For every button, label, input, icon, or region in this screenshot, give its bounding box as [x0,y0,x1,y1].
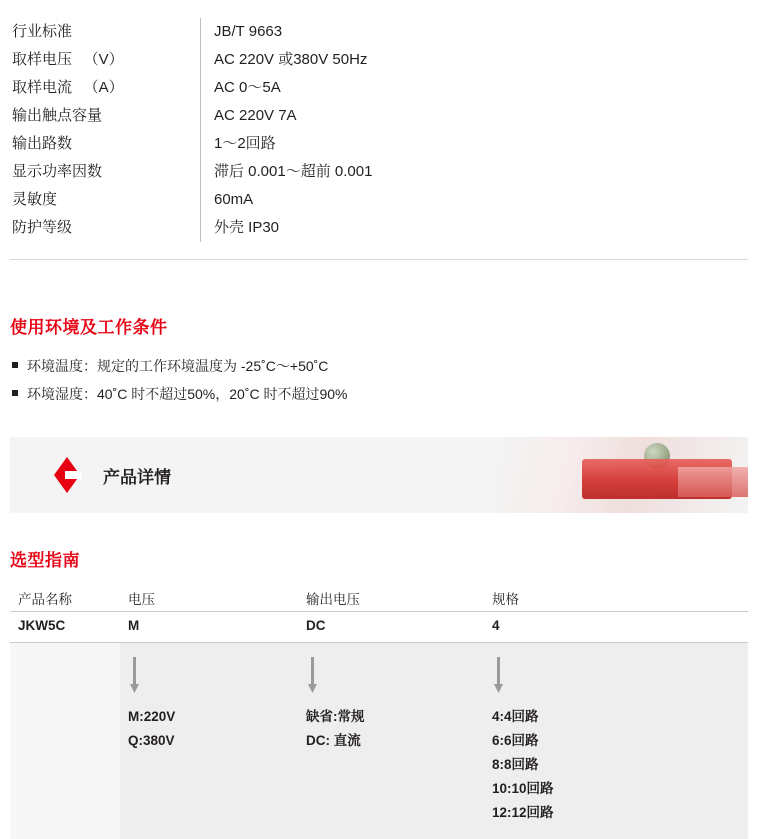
spec-label: 灵敏度 [12,191,58,208]
square-bullet-icon [12,390,18,396]
list-item-text: 环境湿度：40˚C 时不超过50%，20˚C 时不超过90% [27,386,348,402]
down-arrow-icon [308,657,317,693]
guide-options-list [298,643,484,767]
spec-value: AC 220V 7A [201,102,749,130]
spec-value: AC 220V 或380V 50Hz [201,46,749,74]
spec-value: 外壳 IP30 [201,214,749,242]
list-item [12,352,712,380]
table-row [10,214,748,242]
guide-options-column-product [10,643,120,839]
list-item: M:220V [128,709,176,724]
guide-header-row [10,583,748,612]
selection-guide-table [10,583,748,839]
specifications-table [10,18,748,242]
list-item: 缺省:常规 [306,709,365,724]
guide-header-cell: 输出电压 [306,592,360,607]
guide-header-cell: 产品名称 [18,592,72,607]
list-item: 6:6回路 [492,733,539,748]
banner-photo-accent [678,467,748,497]
down-arrow-icon [130,657,139,693]
list-item [12,380,712,408]
banner-title: 产品详情 [103,468,171,487]
spec-table [10,18,748,242]
table-row [10,46,748,74]
guide-options-column-voltage [120,643,298,839]
spec-label: 取样电流 （A） [12,79,124,96]
spec-label: 输出触点容量 [12,107,103,124]
guide-options-column-output-voltage [298,643,484,839]
list-item: DC: 直流 [306,733,361,748]
spec-label: 防护等级 [12,219,73,236]
spec-table-body [10,18,748,242]
selection-guide-title: 选型指南 [10,551,80,570]
down-arrow-icon [494,657,503,693]
guide-code-cell: M [128,618,140,633]
guide-options-column-spec [484,643,748,839]
section-divider [10,259,748,260]
spec-label: 取样电压 （V） [12,51,124,68]
guide-options-list [10,643,120,719]
list-item: 4:4回路 [492,709,539,724]
environment-bullet-list [12,352,712,408]
table-row [10,18,748,46]
spec-value: JB/T 9663 [201,18,749,46]
table-row [10,130,748,158]
spec-value: AC 0～5A [201,74,749,102]
red-diamond-logo-icon [52,455,82,495]
guide-code-row [10,612,748,643]
guide-options-list [120,643,298,767]
table-row [10,102,748,130]
spec-label: 显示功率因数 [12,163,103,180]
table-row [10,74,748,102]
spec-value: 1～2回路 [201,130,749,158]
list-item-text: 环境温度：规定的工作环境温度为 -25˚C～+50˚C [27,358,329,374]
list-item: 12:12回路 [492,805,554,820]
spec-label: 行业标准 [12,23,73,40]
spec-value: 60mA [201,186,749,214]
guide-header-cell: 规格 [492,592,519,607]
table-row [10,158,748,186]
environment-section-title: 使用环境及工作条件 [10,318,168,337]
spec-label: 输出路数 [12,135,73,152]
guide-code-cell: JKW5C [18,618,66,633]
guide-code-cell: DC [306,618,326,633]
square-bullet-icon [12,362,18,368]
product-detail-banner [10,437,748,513]
guide-options-list [484,643,748,839]
guide-code-cell: 4 [492,618,500,633]
guide-header-cell: 电压 [128,592,155,607]
guide-options-area [10,643,748,839]
list-item: 8:8回路 [492,757,539,772]
list-item: Q:380V [128,733,175,748]
table-row [10,186,748,214]
spec-value: 滞后 0.001～超前 0.001 [201,158,749,186]
list-item: 10:10回路 [492,781,554,796]
